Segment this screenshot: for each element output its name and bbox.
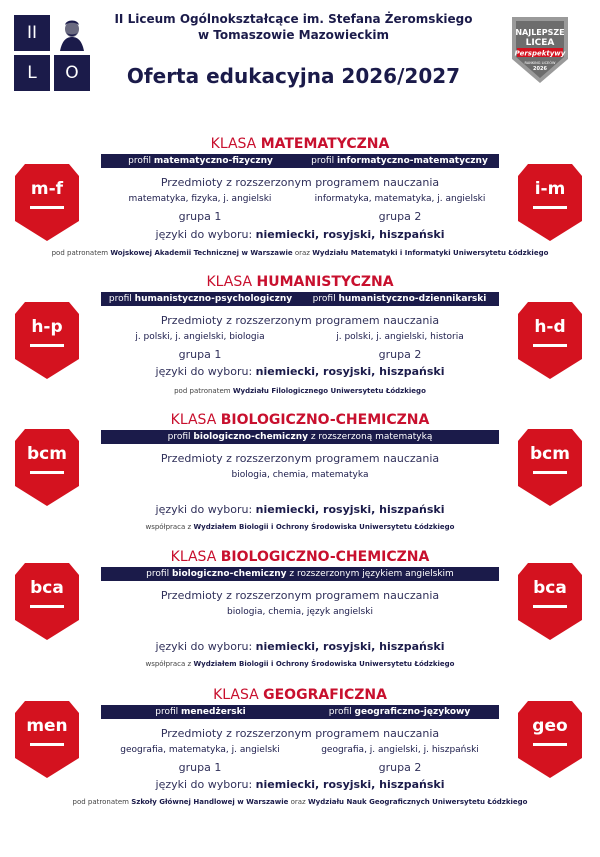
class-title: KLASA BIOLOGICZNO-CHEMICZNA	[170, 412, 430, 428]
profile-bar	[101, 705, 499, 719]
patronage: pod patronatem Wydziału Filologicznego Uniwersytetu Łódzkiego	[174, 387, 426, 395]
groups-row	[100, 348, 500, 361]
school-city: w Tomaszowie Mazowieckim	[198, 28, 389, 42]
profile-bar	[101, 430, 499, 444]
subjects-group-2: informatyka, matematyka, j. angielski	[314, 194, 486, 204]
school-logo	[14, 15, 90, 91]
profile-1: profil matematyczno-fizyczny	[128, 156, 273, 166]
logo-tile-l: L	[14, 55, 50, 91]
extended-subjects-label: Przedmioty z rozszerzonym programem nauczania	[160, 452, 440, 465]
group-2-label: grupa 2	[378, 210, 422, 223]
languages: języki do wyboru: niemiecki, rosyjski, hiszpański	[155, 365, 445, 378]
extended-subjects-label: Przedmioty z rozszerzonym programem nauczania	[160, 589, 440, 602]
group-1-label: grupa 1	[178, 761, 222, 774]
badge-brand: Perspektywy	[514, 49, 566, 58]
subjects-group-1: matematyka, fizyka, j. angielski	[128, 194, 272, 204]
languages: języki do wyboru: niemiecki, rosyjski, hiszpański	[155, 503, 445, 516]
patronage: współpraca z Wydziałem Biologii i Ochrony Środowiska Uniwersytetu Łódzkiego	[145, 523, 455, 531]
profile-1: profil biologiczno-chemiczny z rozszerzonym językiem angielskim	[146, 569, 454, 579]
patronage: pod patronatem Szkoły Głównej Handlowej w Warszawie oraz Wydziału Nauk Geograficznych Uniwersytetu Łódzkiego	[72, 798, 528, 806]
profile-badge-right	[517, 163, 583, 242]
group-2-label: grupa 2	[378, 761, 422, 774]
subjects-group-1: biologia, chemia, język angielski	[227, 607, 373, 617]
badge-code: bcm	[27, 444, 67, 464]
badge-code: h-d	[534, 317, 566, 337]
subjects-group-1: j. polski, j. angielski, biologia	[135, 332, 265, 342]
class-title: KLASA HUMANISTYCZNA	[206, 274, 394, 290]
group-1-label: grupa 1	[178, 210, 222, 223]
extended-subjects-label: Przedmioty z rozszerzonym programem nauczania	[160, 176, 440, 189]
badge-code: bcm	[530, 444, 570, 464]
profile-badge-right	[517, 562, 583, 641]
class-title: KLASA MATEMATYCZNA	[210, 136, 390, 152]
profile-bar	[101, 567, 499, 581]
profile-2: profil informatyczno-matematyczny	[311, 156, 488, 166]
subjects-group-1: biologia, chemia, matematyka	[231, 470, 369, 480]
patronage: współpraca z Wydziałem Biologii i Ochrony Środowiska Uniwersytetu Łódzkiego	[145, 660, 455, 668]
profile-badge-left	[14, 428, 80, 507]
extended-subjects-label: Przedmioty z rozszerzonym programem nauczania	[160, 727, 440, 740]
logo-tile-o: O	[54, 55, 90, 91]
languages: języki do wyboru: niemiecki, rosyjski, hiszpański	[155, 640, 445, 653]
badge-code: h-p	[31, 317, 63, 337]
extended-subjects-label: Przedmioty z rozszerzonym programem nauczania	[160, 314, 440, 327]
patronage: pod patronatem Wojskowej Akademii Technicznej w Warszawie oraz Wydziału Matematyki i Informatyki Uniwersytetu Łódzkiego	[51, 249, 549, 257]
subjects-row	[100, 470, 500, 480]
ranking-badge	[508, 13, 572, 85]
group-1-label: grupa 1	[178, 348, 222, 361]
page-title: Oferta edukacyjna 2026/2027	[126, 64, 461, 88]
logo-portrait	[54, 15, 90, 51]
profile-badge-right	[517, 301, 583, 380]
subjects-group-2: geografia, j. angielski, j. hiszpański	[321, 745, 479, 755]
subjects-row	[100, 607, 500, 617]
profile-badge-left	[14, 163, 80, 242]
profile-badge-left	[14, 700, 80, 779]
groups-row	[100, 210, 500, 223]
class-title: KLASA BIOLOGICZNO-CHEMICZNA	[170, 549, 430, 565]
class-title: KLASA GEOGRAFICZNA	[213, 687, 387, 703]
subjects-group-1: geografia, matematyka, j. angielski	[120, 745, 280, 755]
subjects-row	[100, 332, 500, 342]
school-name: II Liceum Ogólnokształcące im. Stefana Żeromskiego	[114, 12, 473, 26]
badge-code: bca	[30, 578, 64, 598]
profile-badge-right	[517, 428, 583, 507]
badge-code: i-m	[534, 179, 566, 199]
group-2-label: grupa 2	[378, 348, 422, 361]
profile-1: profil biologiczno-chemiczny z rozszerzoną matematyką	[167, 432, 433, 442]
languages: języki do wyboru: niemiecki, rosyjski, hiszpański	[155, 228, 445, 241]
logo-tile-ii: II	[14, 15, 50, 51]
badge-code: m-f	[30, 179, 64, 199]
badge-code: geo	[532, 716, 568, 736]
badge-line1: NAJLEPSZE	[515, 28, 565, 37]
profile-badge-right	[517, 700, 583, 779]
languages: języki do wyboru: niemiecki, rosyjski, hiszpański	[155, 778, 445, 791]
profile-1: profil humanistyczno-psychologiczny	[108, 294, 293, 304]
badge-sub: RANKING LICEÓW	[524, 61, 556, 65]
subjects-group-2: j. polski, j. angielski, historia	[336, 332, 464, 342]
profile-1: profil menedżerski	[155, 707, 246, 717]
badge-code: bca	[533, 578, 567, 598]
badge-year: 2026	[533, 66, 547, 72]
subjects-row	[100, 745, 500, 755]
profile-badge-left	[14, 562, 80, 641]
profile-2: profil geograficzno-językowy	[328, 707, 471, 717]
profile-badge-left	[14, 301, 80, 380]
badge-code: men	[26, 716, 68, 736]
subjects-row	[100, 194, 500, 204]
badge-line2: LICEA	[525, 38, 555, 48]
profile-2: profil humanistyczno-dziennikarski	[312, 294, 487, 304]
groups-row	[100, 761, 500, 774]
profile-bar	[101, 292, 499, 306]
profile-bar	[101, 154, 499, 168]
